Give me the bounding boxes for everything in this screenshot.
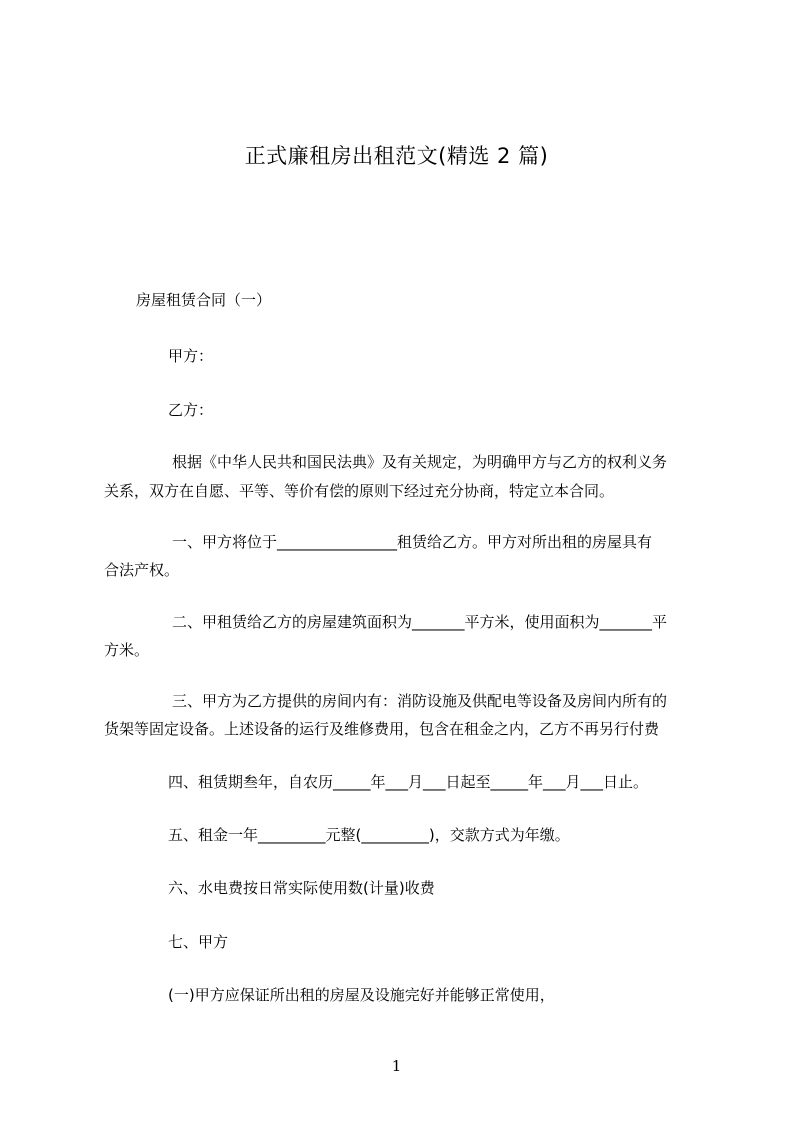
contract-heading: 房屋租赁合同（一） xyxy=(136,291,272,309)
party-b-line: 乙方： xyxy=(168,401,214,419)
clause-3-line-2: 货架等固定设备。上述设备的运行及维修费用，包含在租金之内，乙方不再另行付费 xyxy=(104,720,660,738)
clause-6-line: 六、水电费按日常实际使用数(计量)收费 xyxy=(168,879,435,897)
clause-4-line: 四、租赁期叁年，自农历_____年___月___日起至_____年___月___日止。 xyxy=(168,773,649,791)
preamble-line-1: 根据《中华人民共和国民法典》及有关规定，为明确甲方与乙方的权利义务 xyxy=(172,453,668,471)
clause-7-sub-1-line: (一)甲方应保证所出租的房屋及设施完好并能够正常使用， xyxy=(168,986,555,1004)
clause-5-line: 五、租金一年_________元整(_________)，交款方式为年缴。 xyxy=(168,826,570,844)
clause-1-line-1: 一、甲方将位于________________租赁给乙方。甲方对所出租的房屋具有 xyxy=(172,533,653,551)
clause-7-line: 七、甲方 xyxy=(168,933,229,951)
document-title: 正式廉租房出租范文(精选 2 篇) xyxy=(244,144,549,168)
clause-1-line-2: 合法产权。 xyxy=(104,561,180,579)
preamble-line-2: 关系，双方在自愿、平等、等价有偿的原则下经过充分协商，特定立本合同。 xyxy=(104,482,615,500)
clause-2-line-2: 方米。 xyxy=(104,641,150,659)
party-a-line: 甲方： xyxy=(168,347,214,365)
clause-3-line-1: 三、甲方为乙方提供的房间内有：消防设施及供配电等设备及房间内所有的 xyxy=(172,692,668,710)
clause-2-line-1: 二、甲租赁给乙方的房屋建筑面积为_______平方米，使用面积为_______平 xyxy=(172,613,668,631)
page-number: 1 xyxy=(391,1057,402,1075)
